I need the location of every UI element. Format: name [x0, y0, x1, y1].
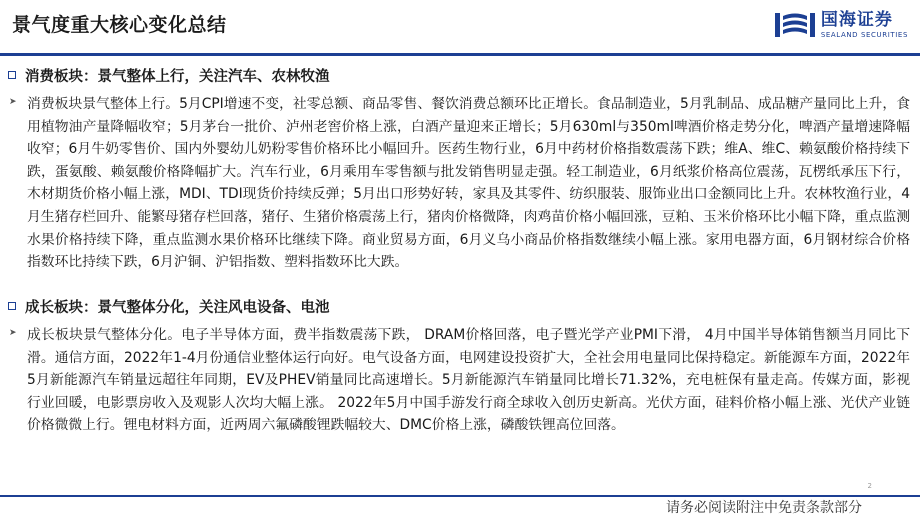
arrow-bullet-icon: ➤	[9, 328, 17, 338]
page-title: 景气度重大核心变化总结	[12, 14, 227, 36]
page-number: 2	[867, 482, 872, 490]
logo-english-name: SEALAND SECURITIES	[820, 30, 908, 39]
square-bullet-icon	[8, 302, 16, 310]
section-paragraph: 消费板块景气整体上行。5月CPI增速不变，社零总额、商品零售、餐饮消费总额环比正增长。食品制造业，5月乳制品、成品糖产量同比上升，食用植物油产量降幅收窄；5月茅台一批价、泸州老窖价格上涨，白酒产量迎来正增长；5月630ml与350ml啤酒价格走势分化，啤酒产量增速降幅收窄；6月牛奶零售价、国内外婴幼儿奶粉零售价格环比小幅回升。医药生物行业，6月中药材价格指数震荡下跌；维A、维C、赖氨酸价格持续下跌，蛋氨酸、赖氨酸价格降幅扩大。汽车行业，6月乘用车零售额与批发销售明显走强。轻工制造业，6月纸浆价格高位震荡，瓦楞纸承压下行，木材期货价格小幅上涨，MDI、TDI现货价持续反弹；5月出口形势好转，家具及其零件、纺织服装、服饰业出口金额同比上升。农林牧渔行业，4月生猪存栏回升、能繁母猪存栏回落，猪仔、生猪价格震荡上行，猪肉价格微降，肉鸡苗价格小幅回涨，豆粕、玉米价格环比小幅下降，重点监测水果价格持续下降，重点监测水果价格环比继续下降。商业贸易方面，6月义乌小商品价格指数继续小幅上涨。家用电器方面，6月钢材综合价格指数环比持续下跌，6月沪铜、沪铝指数、塑料指数环比大跌。	[27, 96, 910, 271]
logo-chinese-name: 国海证券	[820, 9, 893, 30]
consumer-section	[8, 64, 910, 274]
sealand-logo-icon	[775, 10, 815, 40]
arrow-bullet-icon: ➤	[9, 97, 17, 107]
section-paragraph: 成长板块景气整体分化。电子半导体方面，费半指数震荡下跌， DRAM价格回落，电子暨光学产业PMI下滑， 4月中国半导体销售额当月同比下滑。通信方面，2022年1-4月份通信业整体运行向好。电气设备方面，电网建设投资扩大，全社会用电量同比保持稳定。新能源车方面，2022年5月新能源汽车销量远超往年同期，EV及PHEV销量同比高速增长。5月新能源汽车销量同比增长71.32%，充电桩保有量走高。传媒方面，影视行业回暖，电影票房收入及观影人次均大幅上涨。 2022年5月中国手游发行商全球收入创历史新高。光伏方面，硅料价格小幅上涨、光伏产业链价格微微上行。锂电材料方面，近两周六氟磷酸锂跌幅较大、DMC价格上涨，磷酸铁锂高位回落。	[27, 327, 910, 434]
disclaimer-text: 请务必阅读附注中免责条款部分	[666, 500, 862, 516]
square-bullet-icon	[8, 71, 16, 79]
header-divider	[0, 53, 920, 56]
company-logo	[775, 10, 908, 40]
section-title: 成长板块：景气整体分化，关注风电设备、电池	[25, 299, 330, 316]
section-title: 消费板块：景气整体上行，关注汽车、农林牧渔	[25, 68, 330, 85]
growth-section	[8, 295, 910, 437]
